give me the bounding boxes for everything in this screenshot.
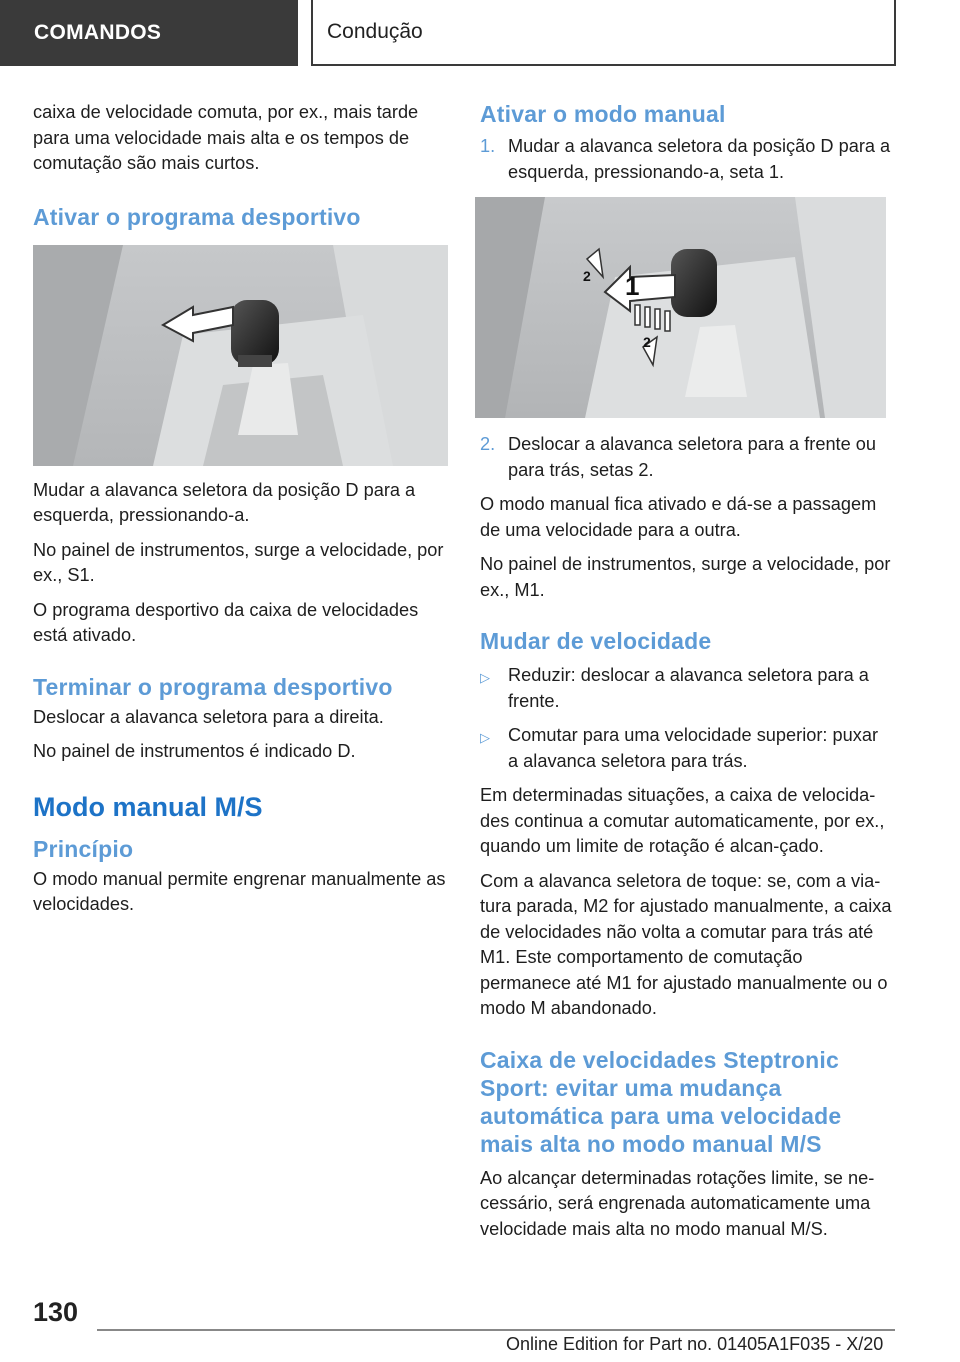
paragraph-touch-selector: Com a alavanca seletora de toque: se, com a via-tura parada, M2 for ajustado manualmente, a caixa de velocidades não volta a comutar para trás até M1. Este comportamento de comutação permanece até M1 for ajustado manualmente ou o modo M abandonado. xyxy=(480,870,892,1018)
paragraph-principle: O modo manual permite engrenar manualmente as velocidades. xyxy=(33,868,446,914)
heading-activate-manual: Ativar o modo manual xyxy=(480,101,726,127)
paragraph-instrument-d: No painel de instrumentos é indicado D. xyxy=(33,741,356,761)
right-column xyxy=(480,100,892,1251)
paragraph-instrument-s1: No painel de instrumentos, surge a velocidade, por ex., S1. xyxy=(33,539,444,585)
paragraph-move-left: Mudar a alavanca seletora da posição D para a esquerda, pressionando-a. xyxy=(33,479,416,525)
triangle-bullet-icon: ▷ xyxy=(480,670,490,685)
gear-selector-illustration xyxy=(33,245,448,466)
footer-divider xyxy=(97,1329,895,1331)
paragraph-steptronic: Ao alcançar determinadas rotações limite, se ne-cessário, será engrenada automaticamente uma velocidade mais alta no modo manual M/S. xyxy=(480,1167,875,1239)
edition-note: Online Edition for Part no. 01405A1F035 - X/20 xyxy=(506,1334,884,1354)
step-1 xyxy=(480,134,892,185)
chapter-title: Condução xyxy=(311,0,896,66)
paragraph-manual-active: O modo manual fica ativado e dá-se a passagem de uma velocidade para a outra. xyxy=(480,494,877,540)
step-number: 1. xyxy=(480,136,496,156)
step-text: Mudar a alavanca seletora da posição D para a esquerda, pressionando-a, seta 1. xyxy=(508,136,891,182)
left-column xyxy=(33,100,448,927)
triangle-bullet-icon: ▷ xyxy=(480,730,490,745)
section-tab: COMANDOS xyxy=(0,0,298,66)
list-item-text: Comutar para uma velocidade superior: puxar a alavanca seletora para trás. xyxy=(508,725,879,771)
paragraph-sport-active: O programa desportivo da caixa de velocidades está ativado. xyxy=(33,599,419,645)
gear-selector-figure-manual xyxy=(475,197,886,418)
list-item-downshift xyxy=(480,663,892,714)
heading-manual-mode: Modo manual M/S xyxy=(33,791,263,822)
figure-label-arrow-2-back: 2 xyxy=(643,334,651,350)
step-number: 2. xyxy=(480,434,496,454)
heading-principle: Princípio xyxy=(33,835,134,862)
paragraph-auto-shift: Em determinadas situações, a caixa de velocida-des continua a comutar automaticamente, por ex., quando um limite de rotação é alcan-çado. xyxy=(480,785,885,856)
gear-selector-illustration xyxy=(475,197,886,418)
step-2 xyxy=(480,432,892,483)
page-number: 130 xyxy=(33,1297,79,1327)
gear-selector-figure-sport xyxy=(33,245,448,466)
heading-end-sport: Terminar o programa desportivo xyxy=(33,673,393,700)
paragraph-move-right: Deslocar a alavanca seletora para a direita. xyxy=(33,706,384,727)
list-item-upshift xyxy=(480,723,892,774)
paragraph-instrument-m1: No painel de instrumentos, surge a velocidade, por ex., M1. xyxy=(480,554,891,600)
list-item-text: Reduzir: deslocar a alavanca seletora para a frente. xyxy=(508,665,869,711)
heading-activate-sport: Ativar o programa desportivo xyxy=(33,203,361,230)
heading-shift-gear: Mudar de velocidade xyxy=(480,628,712,654)
figure-label-arrow-1: 1 xyxy=(625,271,640,301)
step-text: Deslocar a alavanca seletora para a frente ou para trás, setas 2. xyxy=(508,434,877,480)
heading-steptronic-sport: Caixa de velocidades Steptronic Sport: evitar uma mudança automática para uma velocidade mais alta no modo manual M/S xyxy=(480,1046,842,1157)
figure-label-arrow-2-forward: 2 xyxy=(583,268,591,284)
intro-paragraph: caixa de velocidade comuta, por ex., mais tarde para uma velocidade mais alta e os tempos de comutação são mais curtos. xyxy=(33,102,419,173)
